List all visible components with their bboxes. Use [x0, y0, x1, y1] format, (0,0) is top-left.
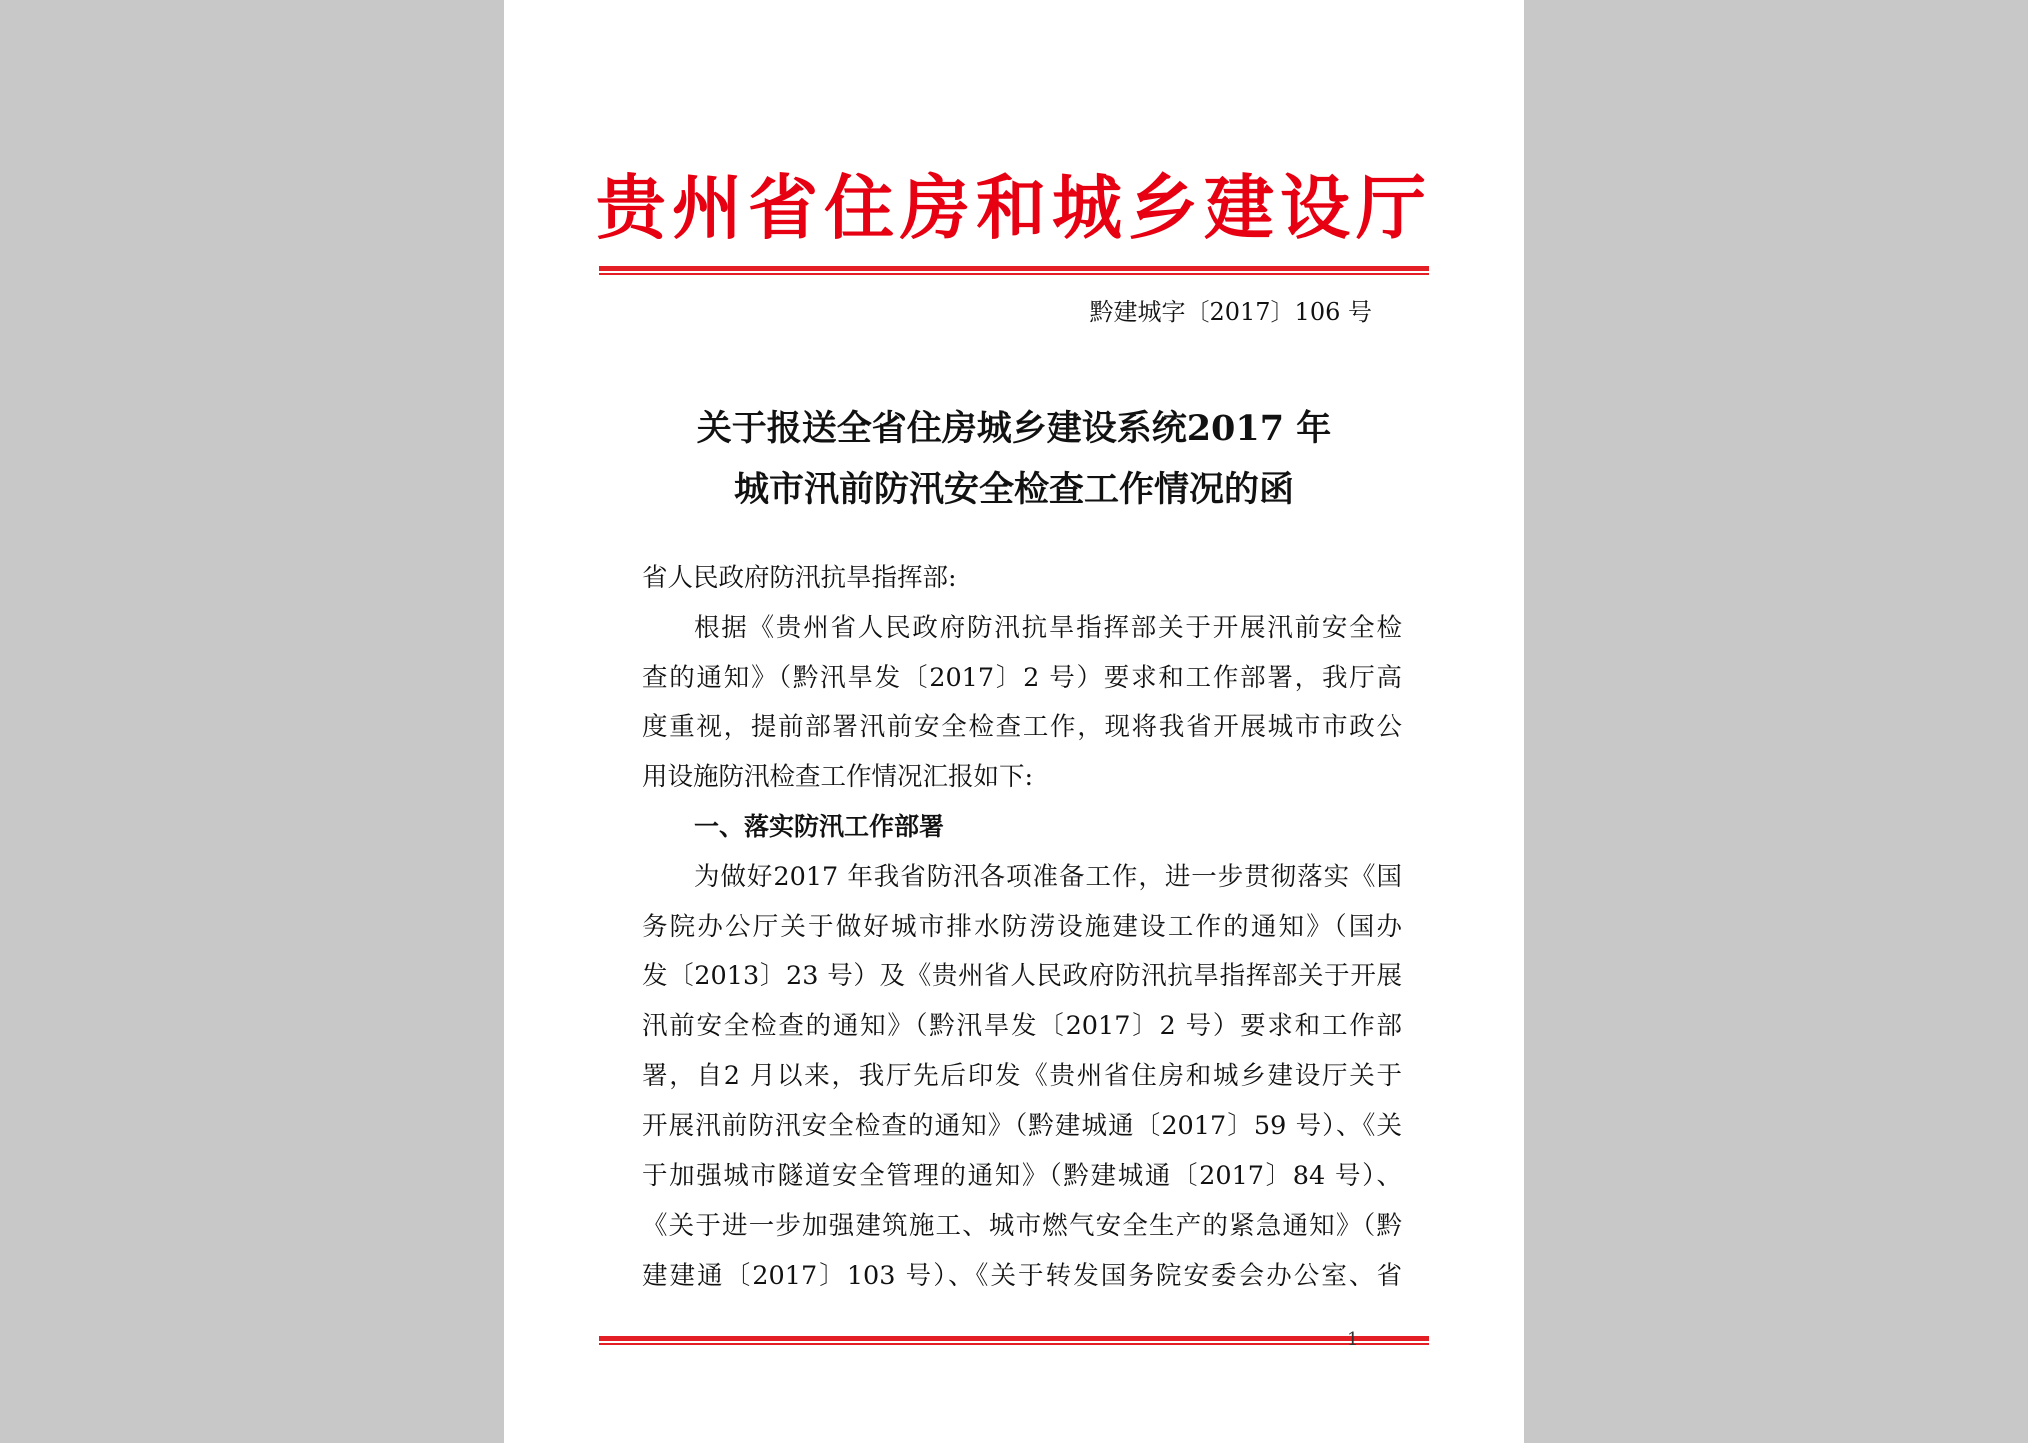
header-rule-thick: [599, 266, 1429, 271]
footer-rule-thin: [599, 1343, 1429, 1345]
footer-rule-thick: [599, 1336, 1429, 1341]
issuing-organization-header: 贵州省住房和城乡建设厅: [596, 166, 1432, 249]
paragraph-1-line: 度重视，提前部署汛前安全检查工作，现将我省开展城市市政公: [642, 712, 1402, 742]
header-rule-thin: [599, 273, 1429, 275]
paragraph-1-line: 用设施防汛检查工作情况汇报如下:: [642, 762, 1034, 792]
document-number: 黔建城字〔2017〕106 号: [1089, 298, 1372, 326]
paragraph-2-line: 建建通〔2017〕103 号）、《关于转发国务院安委会办公室、省: [642, 1261, 1402, 1291]
paragraph-2-line: 发〔2013〕23 号）及《贵州省人民政府防汛抗旱指挥部关于开展: [642, 961, 1402, 991]
paragraph-2-line: 署，自2 月以来，我厅先后印发《贵州省住房和城乡建设厅关于: [642, 1061, 1402, 1091]
section-1-heading: 一、落实防汛工作部署: [694, 812, 945, 841]
paragraph-2-line: 开展汛前防汛安全检查的通知》（黔建城通〔2017〕59 号）、《关: [642, 1111, 1402, 1141]
paragraph-2-line: 为做好2017 年我省防汛各项准备工作，进一步贯彻落实《国: [694, 862, 1402, 892]
document-title-line-2: 城市汛前防汛安全检查工作情况的函: [733, 469, 1294, 510]
paragraph-1-line: 查的通知》（黔汛旱发〔2017〕2 号）要求和工作部署，我厅高: [642, 663, 1402, 693]
recipient-line: 省人民政府防汛抗旱指挥部:: [642, 563, 957, 593]
paragraph-2-line: 务院办公厅关于做好城市排水防涝设施建设工作的通知》（国办: [642, 912, 1402, 942]
paragraph-2-line: 《关于进一步加强建筑施工、城市燃气安全生产的紧急通知》（黔: [642, 1211, 1402, 1241]
paragraph-1-line: 根据《贵州省人民政府防汛抗旱指挥部关于开展汛前安全检: [694, 613, 1402, 643]
paragraph-2-line: 汛前安全检查的通知》（黔汛旱发〔2017〕2 号）要求和工作部: [642, 1011, 1402, 1041]
paragraph-2-line: 于加强城市隧道安全管理的通知》（黔建城通〔2017〕84 号）、: [642, 1161, 1402, 1191]
document-title-line-1: 关于报送全省住房城乡建设系统2017 年: [696, 408, 1332, 449]
document-page: [504, 0, 1524, 1443]
page-number: 1: [1347, 1329, 1359, 1350]
